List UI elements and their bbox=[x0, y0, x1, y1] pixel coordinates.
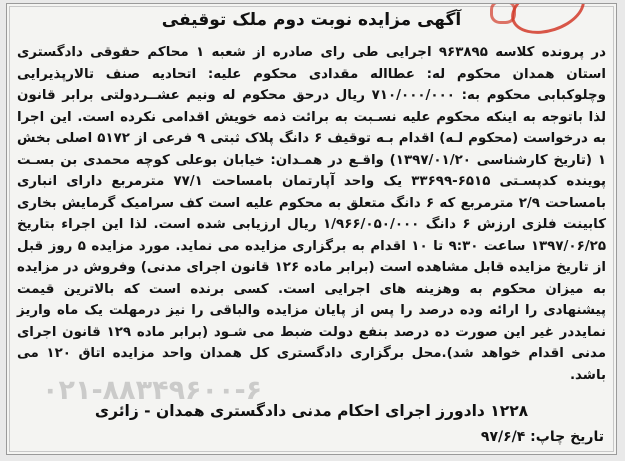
notice-body-text: در پرونده کلاسه ۹۶۳۸۹۵ اجرایی طی رای صادره از شعبه ۱ محاکم حقوقی دادگستری استان همدان محکوم له: عطااله مقدادی محکوم علیه: اتحادیه صنف تالارپذیرایی وچلوکبابی محکوم به: ۷۱۰/۰۰۰/۰۰۰ ریال درحق محکوم له ونیم عشــردولتی برابر قانون لذا باتوجه به اینکه محکوم علیه نسـبت به برائت ذمه خویش اقدامی نکرده است. این اجرا به درخواست (محکوم لـه) اقدام بـه توقیف ۶ دانگ پلاک ثبتی ۹ فرعی از ۵۱۷۲ اصلی بخش ۱ (تاریخ کارشناسی ۱۳۹۷/۰۱/۲۰) واقـع در همـدان: خیابان بوعلی کوچه محمدی بن بسـت پوینده کدپسـتی ۶۵۱۵-۳۳۶۹۹ یک واحد آپارتمان بامساحت ۷۷/۱ مترمربع دارای انباری بامساحت ۲/۹ مترمربع که ۶ دانگ متعلق به محکوم علیه است کف سرامیک گرمایش بخاری کابینت فلزی ارزش ۶ دانگ ۱/۹۶۶/۰۵۰/۰۰۰ ریال ارزیابی شده است. لذا این اجراء بتاریخ ۱۳۹۷/۰۶/۲۵ ساعت ۹:۳۰ تا ۱۰ اقدام به برگزاری مزایده می نماید. مورد مزایده ۵ روز قبل از تاریخ مزایده قابل مشاهده است (برابر ماده ۱۲۶ قانون اجرای مدنی) وفروش در مزایده به میزان محکوم به وهزینه های اجرایی است. کسی برنده است که بالاترین قیمت پیشنهادی را ارائه وده درصد را پس از پایان مزایده والباقی را نیز درمهلت یک ماه واریز نمایددر غیر این صورت ده درصد بنفع دولت ضبط می شـود (برابر ماده ۱۲۹ قانون اجرای مدنی اقدام خواهد شد).محل برگزاری دادگستری کل همدان واحد مزایده اتاق ۱۲۰ می باشد. bbox=[17, 45, 607, 383]
notice-frame bbox=[6, 3, 617, 455]
print-date: تاریخ چاپ: ۹۷/۶/۴ bbox=[480, 429, 604, 445]
notice-signature: ۱۲۲۸ دادورز اجرای احکام مدنی دادگستری همدان - زائری bbox=[94, 402, 529, 420]
notice-body bbox=[17, 42, 606, 386]
phone-watermark: ۰۲۱-۸۸۳۴۹۶۰۰-۶ bbox=[42, 375, 263, 406]
notice-title: آگهی مزایده نوبت دوم ملک توقیفی bbox=[161, 10, 462, 30]
